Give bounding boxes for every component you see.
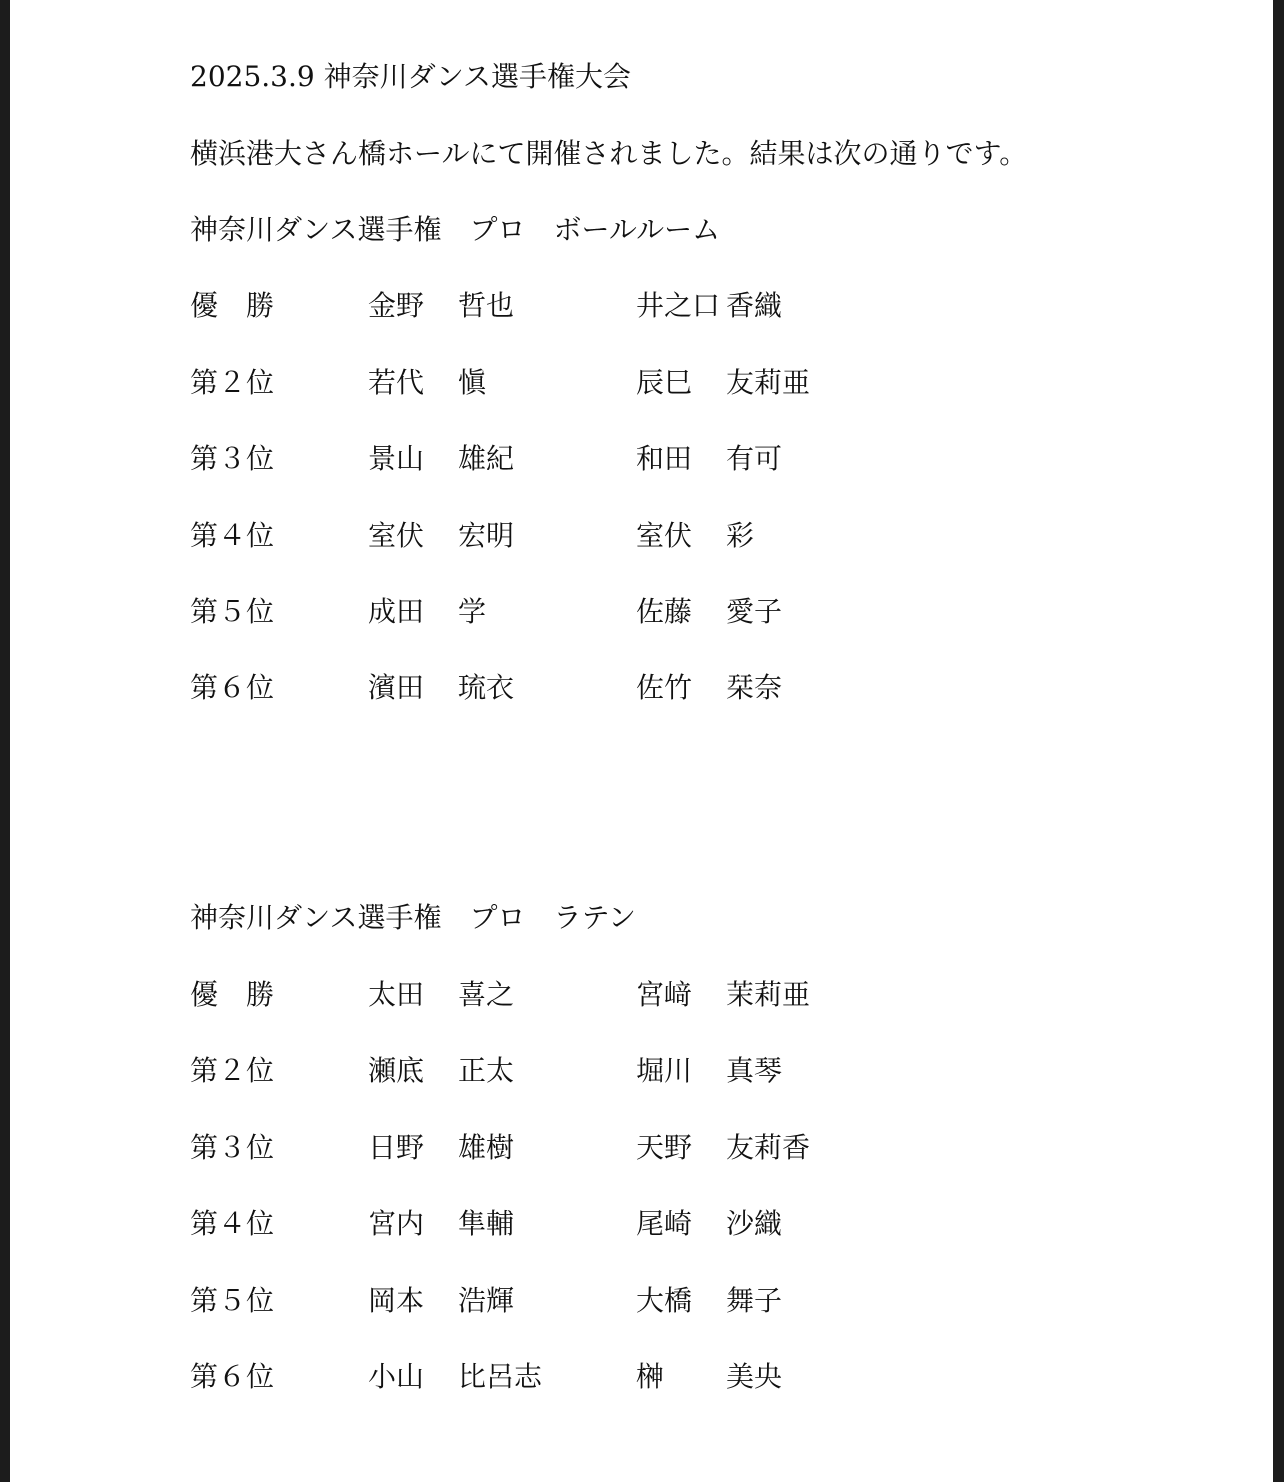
result-row [190, 518, 1090, 554]
rank-label: 第４位 [190, 519, 275, 552]
result-row [190, 365, 1090, 401]
leader-given-name: 琉衣 [458, 671, 515, 704]
partner-family-name: 辰巳 [636, 366, 693, 399]
leader-family-name: 成田 [368, 595, 425, 628]
partner-given-name: 香織 [726, 289, 783, 322]
rank-label: 第６位 [190, 671, 275, 704]
leader-family-name: 金野 [368, 289, 425, 322]
partner-given-name: 舞子 [726, 1284, 783, 1317]
partner-family-name: 大橋 [636, 1284, 693, 1317]
partner-given-name: 沙織 [726, 1207, 783, 1240]
partner-family-name: 室伏 [636, 519, 693, 552]
result-row [190, 441, 1090, 477]
rank-label: 第３位 [190, 442, 275, 475]
result-row [190, 1053, 1090, 1089]
leader-given-name: 雄樹 [458, 1131, 515, 1164]
result-row [190, 1359, 1090, 1395]
leader-given-name: 隼輔 [458, 1207, 515, 1240]
rank-label: 第５位 [190, 1284, 275, 1317]
leader-family-name: 瀬底 [368, 1054, 425, 1087]
event-intro: 横浜港大さん橋ホールにて開催されました。結果は次の通りです。 [190, 137, 1028, 170]
result-row [190, 594, 1090, 630]
result-row [190, 288, 1090, 324]
leader-family-name: 濱田 [368, 671, 425, 704]
section-heading-ballroom: 神奈川ダンス選手権 プロ ボールルーム [190, 213, 721, 246]
leader-given-name: 喜之 [458, 978, 515, 1011]
rank-label: 第２位 [190, 366, 275, 399]
rank-label: 第２位 [190, 1054, 275, 1087]
leader-given-name: 哲也 [458, 289, 515, 322]
rank-label: 優 勝 [190, 978, 275, 1011]
leader-family-name: 岡本 [368, 1284, 425, 1317]
partner-given-name: 彩 [726, 519, 755, 552]
leader-given-name: 宏明 [458, 519, 515, 552]
leader-family-name: 室伏 [368, 519, 425, 552]
section-heading-latin: 神奈川ダンス選手権 プロ ラテン [190, 901, 637, 934]
leader-family-name: 小山 [368, 1360, 425, 1393]
leader-family-name: 宮内 [368, 1207, 425, 1240]
partner-family-name: 堀川 [636, 1054, 693, 1087]
rank-label: 優 勝 [190, 289, 275, 322]
result-row [190, 1283, 1090, 1319]
partner-family-name: 天野 [636, 1131, 693, 1164]
partner-family-name: 宮﨑 [636, 978, 693, 1011]
partner-given-name: 真琴 [726, 1054, 783, 1087]
leader-given-name: 比呂志 [458, 1360, 543, 1393]
result-row [190, 670, 1090, 706]
leader-family-name: 景山 [368, 442, 425, 475]
partner-given-name: 友莉亜 [726, 366, 811, 399]
leader-given-name: 学 [458, 595, 487, 628]
event-title: 2025.3.9 神奈川ダンス選手権大会 [190, 60, 632, 93]
partner-given-name: 愛子 [726, 595, 783, 628]
leader-family-name: 若代 [368, 366, 425, 399]
leader-given-name: 正太 [458, 1054, 515, 1087]
result-row [190, 1206, 1090, 1242]
leader-given-name: 愼 [458, 366, 487, 399]
leader-family-name: 太田 [368, 978, 425, 1011]
partner-given-name: 栞奈 [726, 671, 783, 704]
rank-label: 第６位 [190, 1360, 275, 1393]
partner-given-name: 友莉香 [726, 1131, 811, 1164]
partner-given-name: 有可 [726, 442, 783, 475]
partner-family-name: 尾崎 [636, 1207, 693, 1240]
rank-label: 第４位 [190, 1207, 275, 1240]
document-page [10, 0, 1273, 1482]
partner-family-name: 井之口 [636, 289, 721, 322]
partner-given-name: 茉莉亜 [726, 978, 811, 1011]
leader-family-name: 日野 [368, 1131, 425, 1164]
rank-label: 第３位 [190, 1131, 275, 1164]
result-row [190, 1130, 1090, 1166]
partner-given-name: 美央 [726, 1360, 783, 1393]
leader-given-name: 雄紀 [458, 442, 515, 475]
leader-given-name: 浩輝 [458, 1284, 515, 1317]
partner-family-name: 佐藤 [636, 595, 693, 628]
rank-label: 第５位 [190, 595, 275, 628]
partner-family-name: 榊 [636, 1360, 665, 1393]
partner-family-name: 和田 [636, 442, 693, 475]
result-row [190, 977, 1090, 1013]
partner-family-name: 佐竹 [636, 671, 693, 704]
